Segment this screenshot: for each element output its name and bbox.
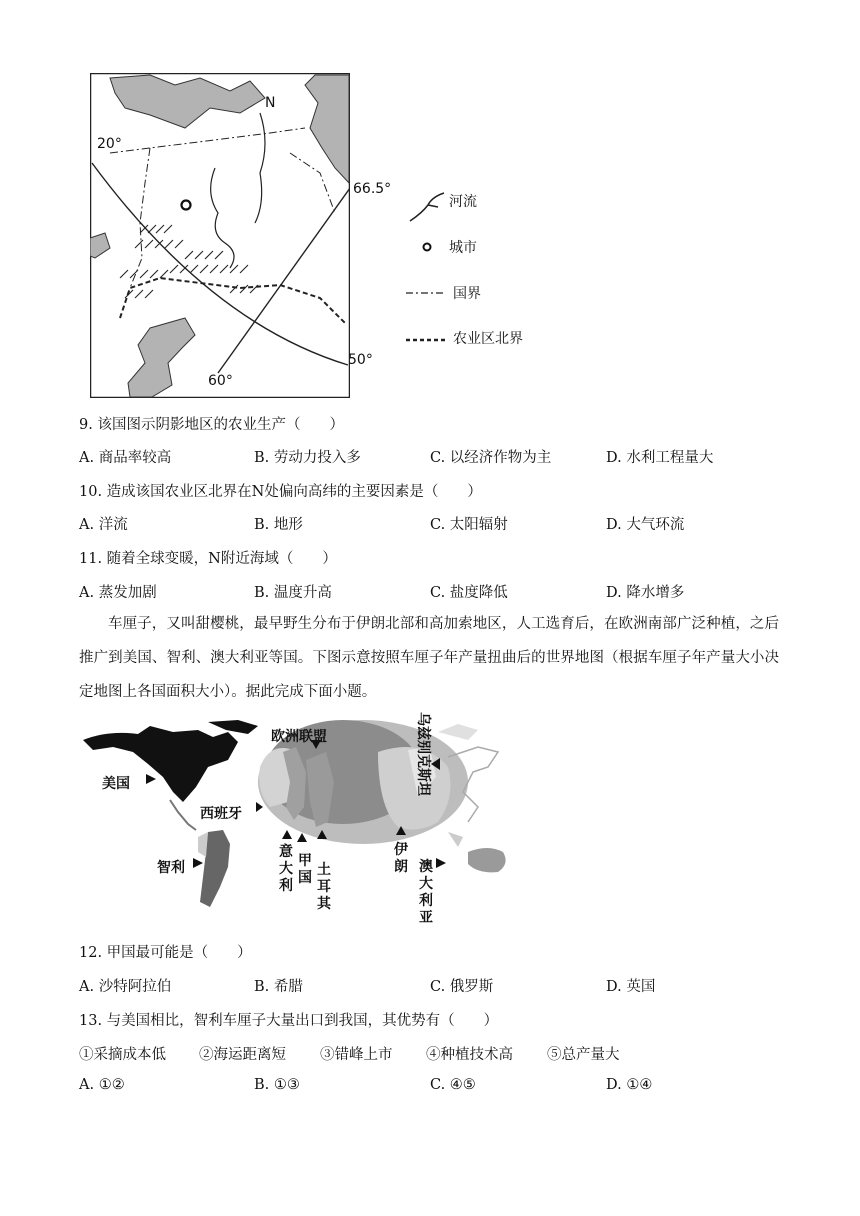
- legend-symbols: [402, 185, 452, 355]
- question-10-option-a[interactable]: A. 洋流: [79, 517, 128, 533]
- question-13-item-4: ④种植技术高: [426, 1047, 513, 1063]
- legend-city-label: 城市: [449, 240, 477, 256]
- question-13-item-3: ③错峰上市: [320, 1047, 393, 1063]
- city-legend-icon: [424, 244, 431, 251]
- question-10-option-d[interactable]: D. 大气环流: [606, 517, 685, 533]
- question-13-item-5: ⑤总产量大: [547, 1047, 620, 1063]
- map-2-label-iran: 伊朗: [394, 842, 408, 875]
- question-13-option-b[interactable]: B. ①③: [254, 1077, 300, 1093]
- question-9-option-d[interactable]: D. 水利工程量大: [606, 450, 714, 466]
- map-1-label-50deg: 50°: [348, 352, 373, 368]
- legend-agri-boundary-label: 农业区北界: [453, 331, 523, 347]
- legend-border-label: 国界: [453, 286, 481, 302]
- legend-river-label: 河流: [449, 194, 477, 210]
- map-2-label-usa: 美国: [102, 776, 130, 792]
- chile-pointer-icon: [193, 858, 203, 868]
- question-9-option-a[interactable]: A. 商品率较高: [79, 450, 172, 466]
- question-13-stem: 13. 与美国相比，智利车厘子大量出口到我国，其优势有（ ）: [79, 1013, 499, 1029]
- river-legend-icon: [410, 193, 444, 221]
- map-1-label-60deg: 60°: [208, 373, 233, 389]
- passage-text: 车厘子，又叫甜樱桃，最早野生分布于伊朗北部和高加索地区，人工选育后，在欧洲南部广泛种植，之后推广到美国、智利、澳大利亚等国。下图示意按照车厘子年产量扭曲后的世界地图（根据车厘子年产量大小决定地图上各国面积大小）。据此完成下面小题。: [79, 616, 779, 700]
- map-1-legend: [402, 185, 562, 355]
- question-9-option-b[interactable]: B. 劳动力投入多: [254, 450, 361, 466]
- question-12-option-a[interactable]: A. 沙特阿拉伯: [79, 979, 172, 995]
- question-13-option-d[interactable]: D. ①④: [606, 1077, 653, 1093]
- question-12-option-d[interactable]: D. 英国: [606, 979, 656, 995]
- map-1-label-n: N: [265, 95, 276, 111]
- map-2-label-chile: 智利: [157, 860, 185, 876]
- question-11-stem: 11. 随着全球变暖，N附近海域（ ）: [79, 551, 337, 567]
- jia-pointer-icon: [297, 833, 307, 842]
- question-11-option-a[interactable]: A. 蒸发加剧: [79, 585, 157, 601]
- australia-pointer-icon: [436, 858, 446, 868]
- map-1-label-66-5deg: 66.5°: [353, 181, 392, 197]
- usa-pointer-icon: [146, 774, 156, 784]
- spain-pointer-icon: [256, 802, 263, 812]
- question-12-stem: 12. 甲国最可能是（ ）: [79, 945, 252, 961]
- question-11-option-b[interactable]: B. 温度升高: [254, 585, 332, 601]
- map-2-label-eu: 欧洲联盟: [271, 729, 327, 745]
- map-2-label-turkey: 土耳其: [317, 862, 331, 912]
- question-13-option-c[interactable]: C. ④⑤: [430, 1077, 476, 1093]
- question-9-option-c[interactable]: C. 以经济作物为主: [430, 450, 552, 466]
- map-2-label-italy: 意大利: [279, 844, 293, 894]
- question-13-option-a[interactable]: A. ①②: [79, 1077, 125, 1093]
- question-10-stem: 10. 造成该国农业区北界在N处偏向高纬的主要因素是（ ）: [79, 484, 482, 500]
- question-12-option-c[interactable]: C. 俄罗斯: [430, 979, 494, 995]
- question-10-option-c[interactable]: C. 太阳辐射: [430, 517, 508, 533]
- italy-pointer-icon: [282, 830, 292, 839]
- question-12-option-b[interactable]: B. 希腊: [254, 979, 303, 995]
- map-2-label-jia: 甲国: [298, 853, 312, 886]
- question-11-option-d[interactable]: D. 降水增多: [606, 585, 685, 601]
- question-10-option-b[interactable]: B. 地形: [254, 517, 303, 533]
- map-1: [90, 73, 350, 398]
- map-2-label-spain: 西班牙: [200, 806, 242, 822]
- question-13-item-1: ①采摘成本低: [79, 1047, 166, 1063]
- question-11-option-c[interactable]: C. 盐度降低: [430, 585, 508, 601]
- map-1-label-20deg: 20°: [97, 136, 122, 152]
- question-13-item-2: ②海运距离短: [199, 1047, 286, 1063]
- map-2-label-australia: 澳大利亚: [419, 859, 433, 926]
- question-9-stem: 9. 该国图示阴影地区的农业生产（ ）: [79, 417, 344, 433]
- map-2-label-uzbekistan: 乌兹别克斯坦: [415, 712, 431, 796]
- map-1-drawing: [90, 73, 350, 398]
